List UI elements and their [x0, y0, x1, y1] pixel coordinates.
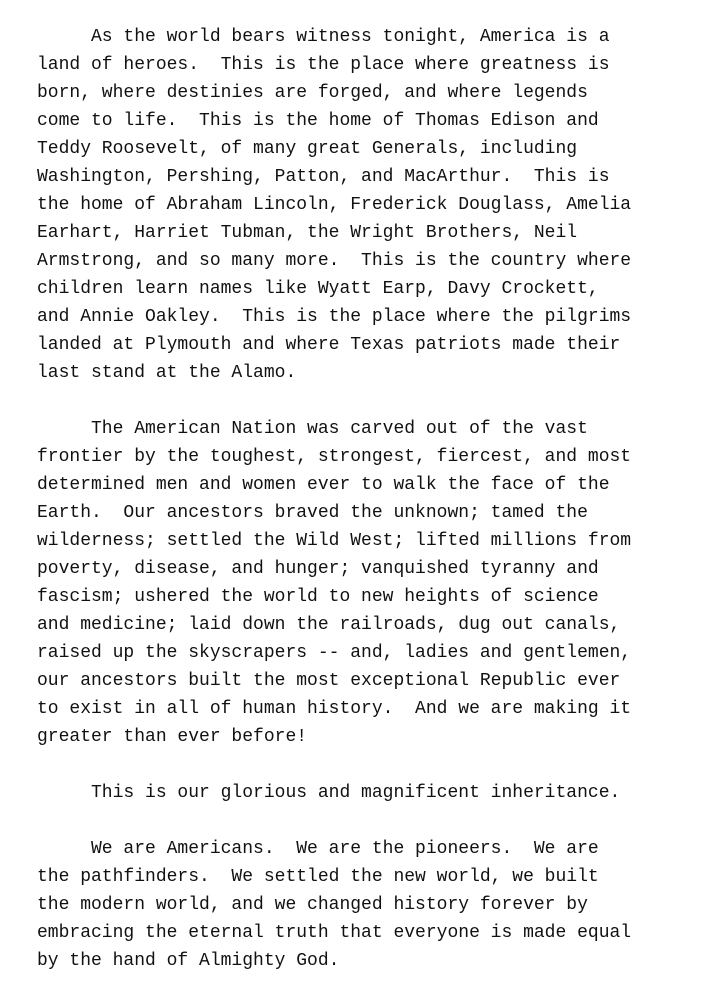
text-line: come to life. This is the home of Thomas Edison and — [37, 111, 599, 131]
text-line: As the world bears witness tonight, America is a — [37, 27, 610, 47]
paragraph-3 — [37, 779, 697, 807]
text-line: landed at Plymouth and where Texas patriots made their — [37, 335, 621, 355]
text-line: wilderness; settled the Wild West; lifted millions from — [37, 531, 632, 551]
text-line: to exist in all of human history. And we are making it — [37, 699, 632, 719]
text-line: born, where destinies are forged, and where legends — [37, 83, 588, 103]
text-line: last stand at the Alamo. — [37, 363, 297, 383]
text-line: greater than ever before! — [37, 727, 308, 747]
text-line: by the hand of Almighty God. — [37, 951, 340, 971]
text-line: We are Americans. We are the pioneers. We are — [37, 839, 599, 859]
document-page — [37, 23, 697, 1003]
text-line: children learn names like Wyatt Earp, Davy Crockett, — [37, 279, 599, 299]
text-line: and medicine; laid down the railroads, dug out canals, — [37, 615, 621, 635]
text-line: the home of Abraham Lincoln, Frederick Douglass, Amelia — [37, 195, 632, 215]
text-line: This is our glorious and magnificent inheritance. — [37, 783, 621, 803]
text-line: Armstrong, and so many more. This is the country where — [37, 251, 632, 271]
text-line: and Annie Oakley. This is the place where the pilgrims — [37, 307, 632, 327]
text-line: Teddy Roosevelt, of many great Generals, including — [37, 139, 578, 159]
paragraph-2 — [37, 415, 697, 751]
text-line: land of heroes. This is the place where greatness is — [37, 55, 610, 75]
paragraph-1 — [37, 23, 697, 387]
text-line: determined men and women ever to walk the face of the — [37, 475, 610, 495]
text-line: frontier by the toughest, strongest, fiercest, and most — [37, 447, 632, 467]
text-line: our ancestors built the most exceptional Republic ever — [37, 671, 621, 691]
paragraph-4 — [37, 835, 697, 975]
text-line: embracing the eternal truth that everyone is made equal — [37, 923, 632, 943]
text-line: Earth. Our ancestors braved the unknown; tamed the — [37, 503, 588, 523]
text-line: the modern world, and we changed history forever by — [37, 895, 588, 915]
text-line: raised up the skyscrapers -- and, ladies and gentlemen, — [37, 643, 632, 663]
text-line: fascism; ushered the world to new heights of science — [37, 587, 599, 607]
text-line: Earhart, Harriet Tubman, the Wright Brothers, Neil — [37, 223, 578, 243]
text-line: the pathfinders. We settled the new world, we built — [37, 867, 599, 887]
text-line: Washington, Pershing, Patton, and MacArthur. This is — [37, 167, 610, 187]
text-line: poverty, disease, and hunger; vanquished tyranny and — [37, 559, 599, 579]
text-line: The American Nation was carved out of the vast — [37, 419, 588, 439]
